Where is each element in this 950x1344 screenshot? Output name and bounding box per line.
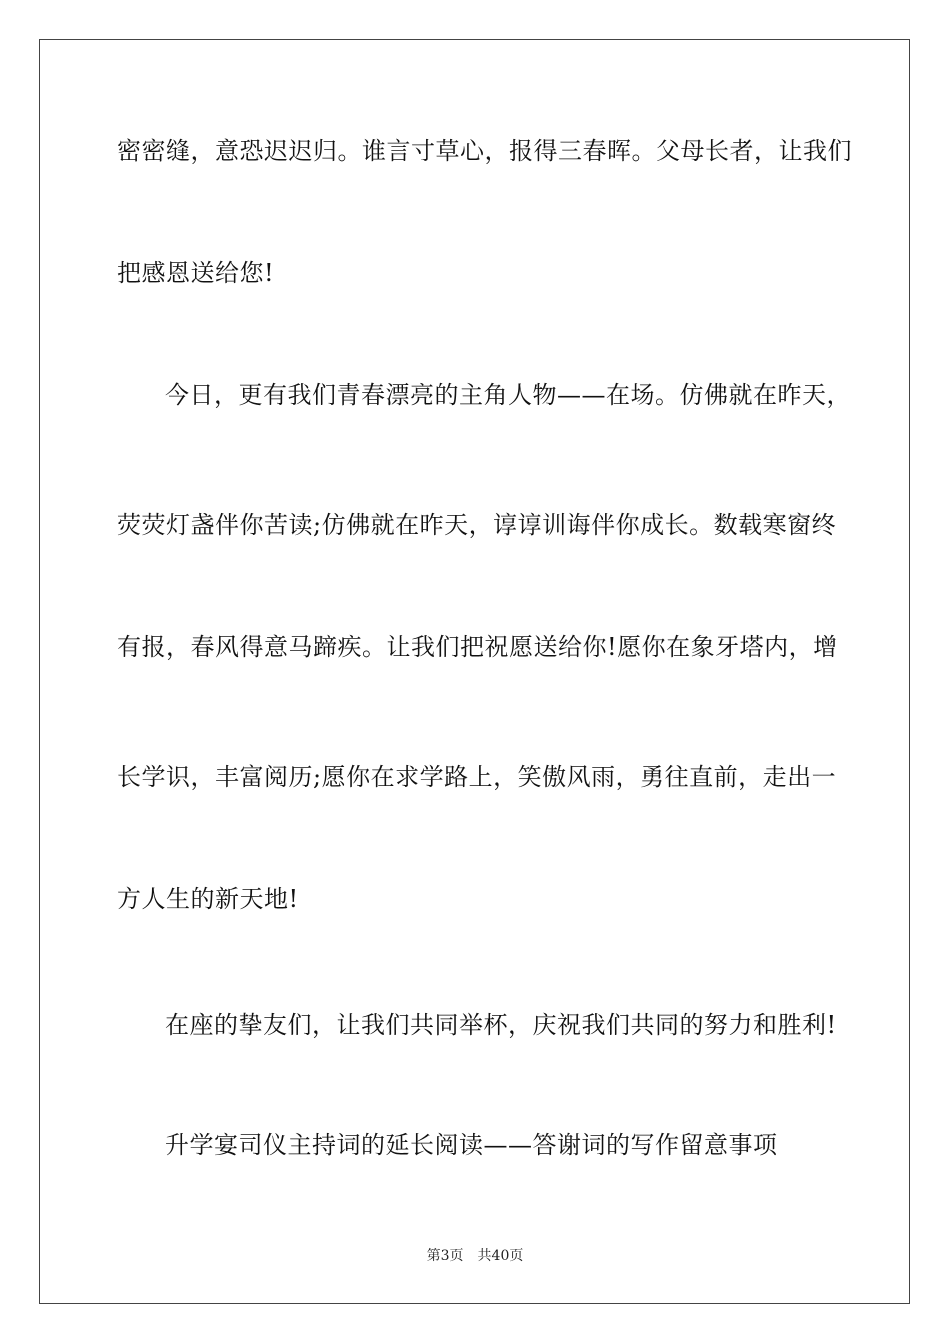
page-number-current: 第3页 — [426, 1248, 464, 1264]
page-footer — [0, 1247, 950, 1265]
body-line-6: 长学识，丰富阅历;愿你在求学路上，笑傲风雨，勇往直前，走出一 — [117, 763, 837, 791]
body-line-2: 把感恩送给您! — [117, 259, 275, 287]
body-line-4: 荧荧灯盏伴你苦读;仿佛就在昨天，谆谆训诲伴你成长。数载寒窗终 — [117, 511, 837, 539]
body-line-1: 密密缝，意恐迟迟归。谁言寸草心，报得三春晖。父母长者，让我们 — [117, 137, 852, 165]
extended-reading-line: 升学宴司仪主持词的延长阅读——答谢词的写作留意事项 — [165, 1131, 778, 1159]
body-line-7: 方人生的新天地! — [117, 885, 299, 913]
body-line-5: 有报，春风得意马蹄疾。让我们把祝愿送给你!愿你在象牙塔内，增 — [117, 633, 838, 661]
paragraph-toast-line: 在座的挚友们，让我们共同举杯，庆祝我们共同的努力和胜利! — [165, 1011, 837, 1039]
paragraph-start-line: 今日，更有我们青春漂亮的主角人物——在场。仿佛就在昨天， — [165, 381, 851, 409]
page-number-total: 共40页 — [477, 1248, 524, 1264]
page-border — [39, 39, 910, 1304]
